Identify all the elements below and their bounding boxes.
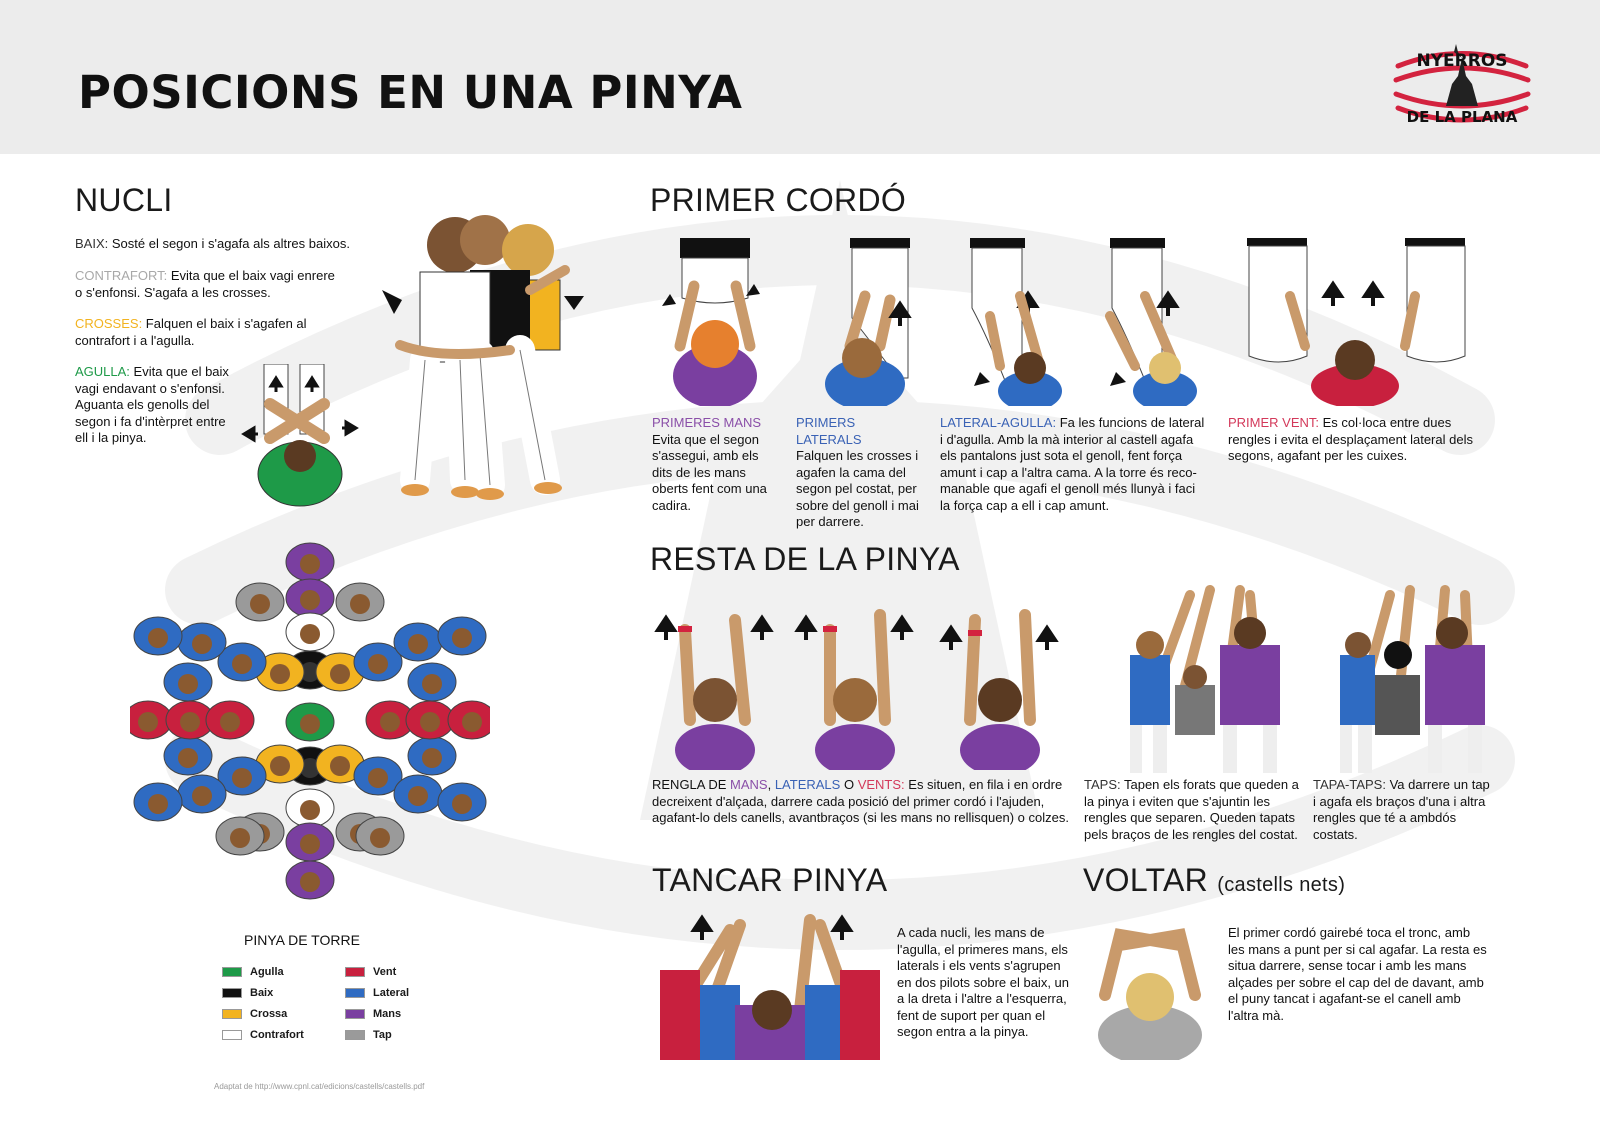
voltar-illustration — [1090, 915, 1210, 1060]
svg-text:NYERROS: NYERROS — [1416, 51, 1508, 71]
rengla-sep1: , — [767, 777, 775, 792]
legend-label: Mans — [373, 1008, 402, 1020]
legend-swatch — [345, 967, 365, 977]
pinya-person-head — [368, 768, 388, 788]
nucli-crosses-text — [75, 316, 320, 349]
tapa-taps-desc: Va darrere un tap i agafa els braços d'una i altra rengles que té a ambdós costats. — [1313, 777, 1490, 842]
primeres-mans-desc: Evita que el segon s'assegui, amb els dits de les mans oberts fent com una cadira. — [652, 431, 767, 513]
legend-swatch — [222, 1009, 242, 1019]
rengla-prefix: RENGLA DE — [652, 777, 731, 792]
rengla-sep2: O — [840, 777, 858, 792]
primeres-mans-label: PRIMERES MANS — [652, 415, 762, 430]
lateral-agulla-label: LATERAL-AGULLA: — [940, 415, 1057, 430]
tapa-taps-label: TAPA-TAPS: — [1313, 777, 1386, 792]
legend-swatch — [222, 1030, 242, 1040]
voltar-text: El primer cordó gairebé toca el tronc, amb les mans a punt per si cal agafar. La resta es situa darrere, sense tocar i amb les mans alçades per sobre el cap del de davant, amb el puny tancat i agafant-se el canell amb l'altra mà. — [1228, 925, 1487, 1023]
pinya-person-head — [300, 714, 320, 734]
pinya-person-head — [408, 786, 428, 806]
lateral-agulla-desc: Fa les funcions de lateral i d'agulla. Amb la mà interior al castell agafa els pantalons just sota el genoll, fent força amunt i cap a l'altra cama. A la torre és reco-manable que agafi el genoll més llunyà i faci la força cap a ell i cap amunt. — [940, 415, 1205, 513]
agulla-desc: Evita que el baix vagi endavant o s'enfonsi. Aguanta els genolls del segon i fa d'intèrpret entre ell i la pinya. — [75, 364, 229, 445]
pinya-person-head — [300, 872, 320, 892]
source-credit: Adaptat de http://www.cpnl.cat/edicions/castells/castells.pdf — [214, 1082, 425, 1091]
pinya-torre-diagram — [130, 540, 490, 920]
legend-swatch — [222, 967, 242, 977]
primers-laterals-label: PRIMERS LATERALS — [796, 415, 862, 447]
pinya-person-head — [380, 712, 400, 732]
legend-swatch — [345, 988, 365, 998]
pinya-person-head — [422, 674, 442, 694]
pinya-person-head — [370, 828, 390, 848]
primers-laterals-desc: Falquen les crosses i agafen la cama del segon pel costat, per sobre del genoll i mai per darrere. — [796, 448, 919, 529]
contrafort-desc: Evita que el baix vagi enrere o s'enfonsi. S'agafa a les crosses. — [75, 268, 335, 300]
resta-title: RESTA DE LA PINYA — [650, 541, 960, 577]
primer-vent-label: PRIMER VENT: — [1228, 415, 1320, 430]
nucli-title: NUCLI — [75, 182, 173, 218]
pinya-person-head — [420, 712, 440, 732]
tapa-taps-text — [1313, 777, 1493, 843]
pinya-person-head — [408, 634, 428, 654]
nyerros-logo — [1392, 36, 1532, 136]
agulla-label: AGULLA: — [75, 364, 130, 379]
pinya-person-head — [300, 554, 320, 574]
taps-desc: Tapen els forats que queden a la pinya i eviten que s'ajuntin les rengles que separen. Queden tapats pels braços de les rengles del costat. — [1084, 777, 1299, 842]
legend-agulla — [222, 966, 284, 978]
nucli-contrafort-text — [75, 268, 345, 301]
legend-crossa — [222, 1008, 287, 1020]
primer-vent-desc: Es col·loca entre dues rengles i evita el desplaçament lateral dels segons, agafant per les cuixes. — [1228, 415, 1473, 463]
pinya-person-head — [422, 748, 442, 768]
legend-swatch — [345, 1009, 365, 1019]
primer-vent-text — [1228, 415, 1488, 465]
pinya-person-head — [178, 674, 198, 694]
baix-desc: Sosté el segon i s'agafa als altres baixos. — [108, 236, 350, 251]
pinya-person-head — [148, 628, 168, 648]
legend-swatch — [345, 1030, 365, 1040]
pinya-person-head — [192, 786, 212, 806]
pinya-person-head — [230, 828, 250, 848]
tancar-illustration — [660, 910, 890, 1060]
voltar-title — [1083, 862, 1345, 899]
pinya-person-head — [220, 712, 240, 732]
rengla-laterals: LATERALS — [774, 777, 841, 792]
taps-text — [1084, 777, 1306, 843]
nucli-agulla-text — [75, 364, 235, 447]
pinya-person-head — [330, 756, 350, 776]
nucli-illustration — [380, 210, 600, 515]
legend-baix — [222, 987, 273, 999]
lateral-agulla-text — [940, 415, 1208, 514]
legend-swatch — [222, 988, 242, 998]
primer-vent-illustration — [1245, 236, 1475, 406]
pinya-person-head — [250, 594, 270, 614]
primeres-mans-text — [652, 415, 777, 514]
pinya-person-head — [178, 748, 198, 768]
legend-label: Tap — [373, 1029, 392, 1041]
pinya-person-head — [368, 654, 388, 674]
pinya-person-head — [138, 712, 158, 732]
contrafort-label: CONTRAFORT: — [75, 268, 168, 283]
rengla-vents: VENTS: — [857, 777, 905, 792]
pinya-person-head — [300, 834, 320, 854]
page-title: POSICIONS EN UNA PINYA — [78, 66, 743, 119]
pinya-person-head — [270, 664, 290, 684]
legend-contrafort — [222, 1029, 304, 1041]
pinya-person-head — [232, 768, 252, 788]
pinya-person-head — [350, 594, 370, 614]
pinya-person-head — [192, 634, 212, 654]
tapa-taps-illustration — [1340, 585, 1490, 775]
pinya-person-head — [270, 756, 290, 776]
taps-illustration — [1130, 585, 1290, 775]
legend-label: Lateral — [373, 987, 410, 999]
tancar-title: TANCAR PINYA — [652, 862, 888, 898]
primers-laterals-text — [796, 415, 921, 531]
legend-vent — [345, 966, 396, 978]
nucli-baix-text — [75, 236, 365, 253]
legend-label: Crossa — [250, 1008, 288, 1020]
pinya-person-head — [148, 794, 168, 814]
pinya-person-head — [300, 800, 320, 820]
pinya-person-head — [452, 628, 472, 648]
voltar-subtitle: (castells nets) — [1217, 874, 1346, 896]
primer-cordo-title: PRIMER CORDÓ — [650, 182, 907, 218]
rengla-mans: MANS — [730, 777, 768, 792]
pinya-de-torre-label: PINYA DE TORRE — [244, 932, 360, 948]
agulla-illustration — [240, 364, 360, 514]
pinya-person-head — [232, 654, 252, 674]
crosses-label: CROSSES: — [75, 316, 143, 331]
taps-label: TAPS: — [1084, 777, 1121, 792]
svg-text:DE LA PLANA: DE LA PLANA — [1406, 108, 1518, 126]
pinya-person-head — [330, 664, 350, 684]
legend-tap — [345, 1029, 392, 1041]
rengla-desc: Es situen, en fila i en ordre decreixent d'alçada, darrere cada posició del primer cordó i l'ajuden, agafant-lo dels canells, avantbraços (si les mans no rellisquen) o colzes. — [652, 777, 1069, 825]
legend-mans — [345, 1008, 401, 1020]
rengla-text — [652, 777, 1072, 827]
crosses-desc: Falquen el baix i s'agafen al contrafort i a l'agulla. — [75, 316, 307, 348]
primeres-mans-illustration — [660, 236, 770, 406]
tancar-text: A cada nucli, les mans de l'agulla, el primeres mans, els laterals i els vents s'agrupen en dos pilots sobre el baix, un a la dreta i l'altre a l'esquerra, fent de suport per quan el segon entra a la pinya. — [897, 925, 1069, 1039]
voltar-heading: VOLTAR — [1083, 862, 1209, 898]
legend-label: Baix — [250, 987, 274, 999]
legend-label: Vent — [373, 966, 397, 978]
legend-label: Agulla — [250, 966, 284, 978]
pinya-person-head — [462, 712, 482, 732]
pinya-person-head — [300, 624, 320, 644]
pinya-person-head — [452, 794, 472, 814]
pinya-person-head — [300, 590, 320, 610]
primers-laterals-illustration — [810, 236, 920, 406]
rengles-illustration — [650, 600, 1080, 770]
baix-label: BAIX: — [75, 236, 109, 251]
legend-lateral — [345, 987, 409, 999]
legend-label: Contrafort — [250, 1029, 304, 1041]
pinya-person-head — [180, 712, 200, 732]
lateral-agulla-illustration — [960, 236, 1200, 406]
